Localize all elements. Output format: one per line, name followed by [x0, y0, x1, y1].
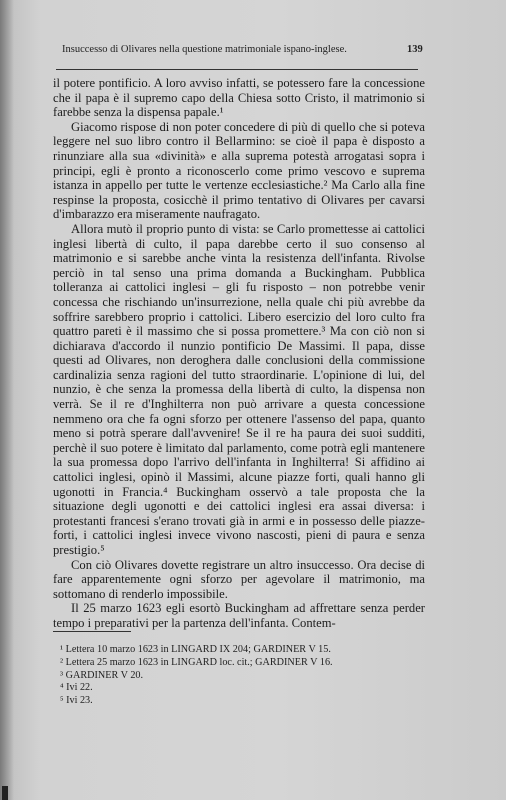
header-rule [56, 69, 418, 70]
page-number: 139 [407, 44, 423, 55]
footnote-rule [53, 631, 131, 632]
body-text [53, 76, 425, 631]
running-header [62, 44, 422, 64]
running-header-title: Insuccesso di Olivares nella questione matrimoniale ispano-inglese. [62, 44, 347, 55]
paragraph-2: Giacomo rispose di non poter concedere di più di quello che si poteva leggere nel suo libro contro il Bellarmino: se cioè il papa è disposto a rinunziare alla sua «divinità» e alla suprema potestà arrogatasi sopra i principi, egli è pronto a riconoscerlo come primo vescovo e suprema istanza in appello per tutte le vertenze ecclesiastiche.² Ma Carlo alla fine respinse la proposta, cosicchè il primo tentativo di Olivares per cavarsi d'imbarazzo era miseramente naufragato. [53, 119, 425, 222]
page-gutter-shadow [0, 0, 14, 800]
footnote-1: ¹ Lettera 10 marzo 1623 in LINGARD IX 204; GARDINER V 15. [60, 644, 331, 655]
scan-edge-mark [2, 786, 8, 800]
footnote-3: ³ GARDINER V 20. [60, 669, 144, 681]
paragraph-1: il potere pontificio. A loro avviso infatti, se potessero fare la concessione che il papa è il supremo capo della Chiesa sotto Cristo, il matrimonio si farebbe senza la dispensa papale.¹ [53, 76, 425, 120]
footnotes [60, 644, 420, 708]
footnote-5: ⁵ Ivi 23. [60, 695, 93, 707]
paragraph-3: Allora mutò il proprio punto di vista: se Carlo promettesse ai cattolici inglesi libertà di culto, il papa darebbe certo il suo consenso al matrimonio e si sarebbe anche vinta la resistenza dell'infanta. Rivolse perciò in tal senso una prima domanda a Buckingham. Pubblica tolleranza ai cattolici inglesi – gli fu risposto – non potrebbe venir concessa che rischiando un'insurrezione, nella quale chi più avrebbe da soffrire sarebbero proprio i cattolici. Libero esercizio del loro culto fra quattro pareti è il massimo che si possa promettere.³ Ma con ciò non si dichiarava d'accordo il nunzio pontificio De Massimi. Il papa, disse questi ad Olivares, non deroghera dalle conclusioni della commissione cardinalizia senza ragioni del tutto straordinarie. L'opinione di lui, del nunzio, è che senza la promessa della libertà di culto, la dispensa non verrà. Se il re d'Inghilterra non può arrivare a questa concessione nemmeno ora che fa ogni sforzo per ottenere l'assenso del papa, quanto meno si potrà sperare dall'avvenire! Se il re ha paura dei suoi sudditi, perchè il suo potere è limitato dal parlamento, come potrà egli mantenere la sua promessa dopo l'arrivo dell'infanta in Inghilterra! Si affidino ai cattolici inglesi, opinò il Massimi, alcune piazze forti, quali hanno gli ugonotti in Francia.⁴ Buckingham osservò a tale proposta che la situazione degli ugonotti e dei cattolici inglesi era assai diversa: i protestanti francesi s'erano trovati già in armi e in possesso delle piazze-forti, i cattolici inglesi invece vivono nascosti, pieni di paura e senza prestigio.⁵ [53, 221, 425, 557]
paragraph-4: Con ciò Olivares dovette registrare un altro insuccesso. Ora decise di fare apparentemente ogni sforzo per agevolare il matrimonio, ma sottomano di renderlo impossibile. [53, 557, 425, 601]
footnote-4: ⁴ Ivi 22. [60, 682, 93, 694]
paragraph-5: Il 25 marzo 1623 egli esortò Buckingham ad affrettare senza perder tempo i preparativi per la partenza dell'infanta. Contem- [53, 601, 425, 630]
footnote-2: ² Lettera 25 marzo 1623 in LINGARD loc. cit.; GARDINER V 16. [60, 656, 333, 668]
